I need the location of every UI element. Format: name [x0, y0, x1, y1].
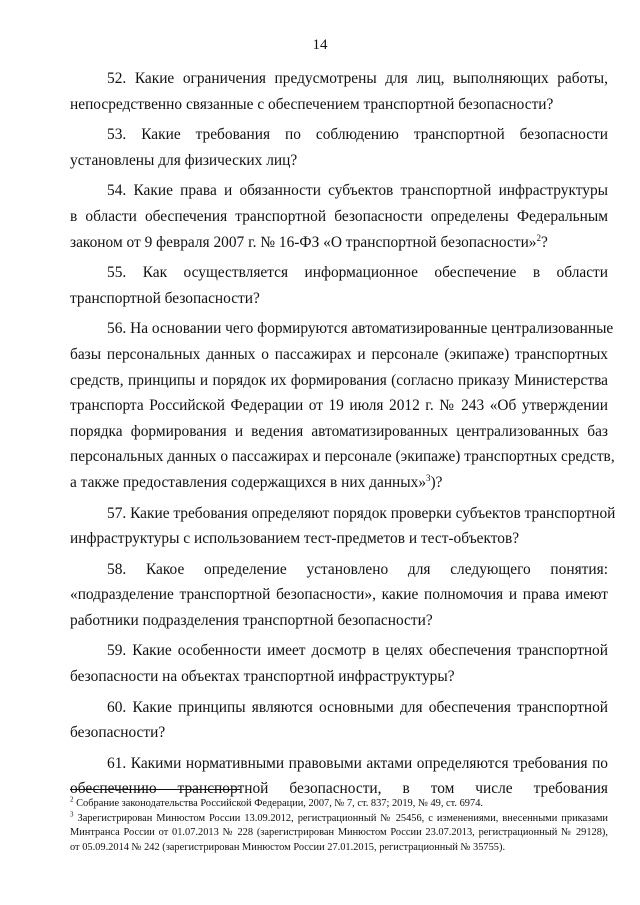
paragraph-line: 55. Как осуществляется информационное обеспечение в области	[107, 264, 608, 282]
paragraph-line-text: законом от 9 февраля 2007 г. № 16-ФЗ «О транспортной безопасности»	[70, 233, 537, 251]
paragraph-line: 56. На основании чего формируются автоматизированные централизованные	[107, 320, 614, 338]
paragraph-line: 60. Какие принципы являются основными для обеспечения транспортной	[107, 698, 608, 716]
paragraph-line: 52. Какие ограничения предусмотрены для лиц, выполняющих работы,	[107, 70, 608, 87]
paragraph-line: «подразделение транспортной безопасности», какие полномочия и права имеют	[70, 586, 608, 604]
question-paragraph	[70, 260, 608, 311]
paragraph-line: безопасности?	[70, 724, 166, 742]
paragraph-line-tail: )?	[430, 473, 443, 491]
paragraph-line: порядка формирования и ведения автоматизированных централизованных баз	[70, 422, 608, 440]
question-paragraph	[70, 557, 608, 634]
paragraph-line	[70, 230, 608, 256]
question-paragraph	[70, 178, 608, 255]
paragraph-line	[70, 470, 608, 496]
paragraph-line: безопасности на объектах транспортной инфраструктуры?	[70, 668, 455, 686]
questions-list	[70, 66, 616, 807]
question-paragraph	[70, 501, 616, 552]
footnote-line: Минтранса России от 01.07.2013 № 228 (зарегистрирован Минюстом России 23.07.2013, регистрационный № 29128),	[70, 827, 608, 839]
footnote-divider	[70, 789, 240, 790]
question-paragraph	[70, 122, 608, 173]
footnote	[70, 812, 608, 856]
paragraph-line: 54. Какие права и обязанности субъектов транспортной инфраструктуры	[107, 182, 608, 200]
paragraph-line: инфраструктуры с использованием тест-предметов и тест-объектов?	[70, 530, 520, 548]
footnote-line: от 05.09.2014 № 242 (зарегистрирован Минюстом России 27.01.2015, регистрационный № 35755).	[70, 841, 506, 853]
question-paragraph	[70, 751, 608, 802]
question-paragraph	[70, 638, 608, 689]
paragraph-line: установлены для физических лиц?	[70, 151, 298, 169]
question-paragraph	[70, 66, 608, 117]
paragraph-line: 58. Какое определение установлено для следующего понятия:	[107, 560, 608, 578]
paragraph-line: средств, принципы и порядок их формирования (согласно приказу Министерства	[70, 371, 608, 389]
paragraph-line: 61. Какими нормативными правовыми актами определяются требования по	[107, 754, 608, 772]
paragraph-line: базы персональных данных о пассажирах и персонале (экипаже) транспортных	[70, 345, 608, 363]
paragraph-line: 59. Какие особенности имеет досмотр в целях обеспечения транспортной	[107, 642, 608, 660]
question-paragraph	[70, 316, 615, 495]
paragraph-line: работники подразделения транспортной безопасности?	[70, 611, 433, 629]
question-paragraph	[70, 695, 608, 746]
paragraph-line: непосредственно связанные с обеспечением транспортной безопасности?	[70, 95, 554, 113]
paragraph-line: в области обеспечения транспортной безопасности определены Федеральным	[70, 207, 608, 225]
paragraph-line: транспорта Российской Федерации от 19 июля 2012 г. № 243 «Об утверждении	[70, 397, 608, 415]
footnote-reference[interactable]: 2	[536, 232, 542, 243]
footnotes	[70, 797, 608, 855]
page-number: 14	[312, 37, 328, 53]
footnote-text: Зарегистрирован Минюстом России 13.09.2012, регистрационный № 25456, с изменениями, внесенными приказами	[77, 812, 608, 824]
footnote-line	[70, 812, 608, 827]
footnote-number: 2	[70, 795, 74, 804]
paragraph-line: персональных данных о пассажирах и персонале (экипаже) транспортных средств,	[70, 448, 615, 466]
footnote	[70, 797, 608, 812]
footnote-reference[interactable]: 3	[426, 472, 431, 483]
footnote-line	[70, 797, 608, 812]
paragraph-line: транспортной безопасности?	[70, 289, 260, 307]
paragraph-line: обеспечению транспортной безопасности, в том числе требования	[70, 780, 608, 798]
footnote-number: 3	[70, 810, 74, 819]
paragraph-line: 53. Какие требования по соблюдению транспортной безопасности	[107, 126, 608, 144]
footnote-text: Собрание законодательства Российской Федерации, 2007, № 7, ст. 837; 2019, № 49, ст. 6974.	[76, 798, 483, 809]
paragraph-line-tail: ?	[541, 233, 548, 251]
paragraph-line: 57. Какие требования определяют порядок проверки субъектов транспортной	[107, 504, 616, 522]
paragraph-line-text: а также предоставления содержащихся в них данных»	[70, 473, 427, 491]
